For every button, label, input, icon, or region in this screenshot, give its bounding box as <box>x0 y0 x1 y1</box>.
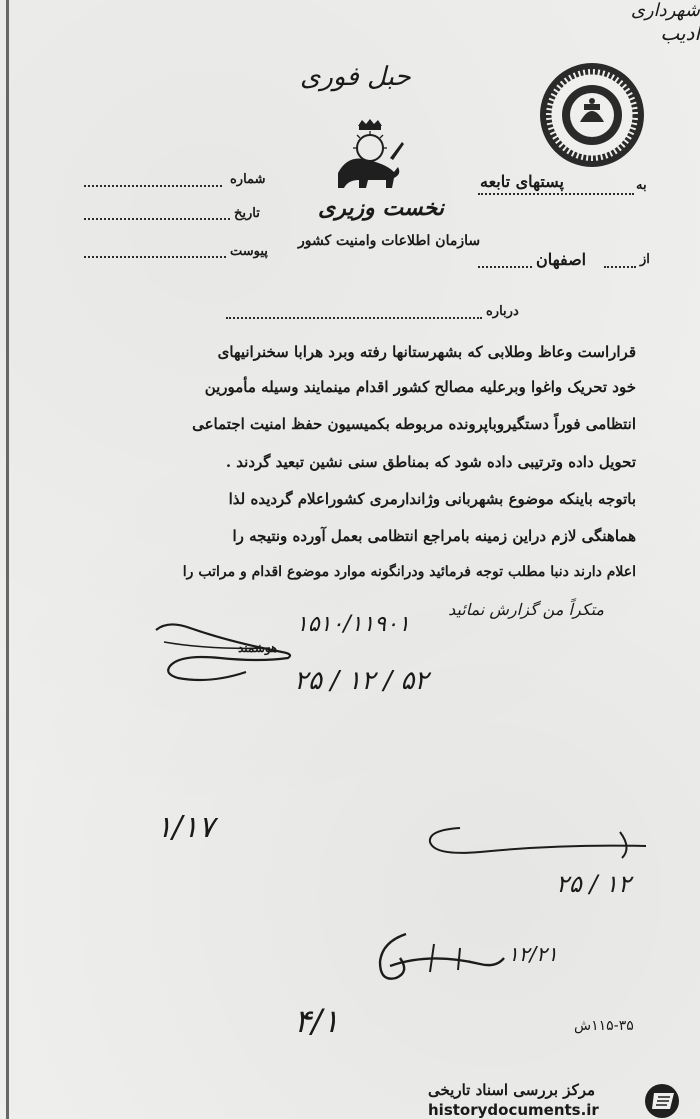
organization-subtitle: سازمان اطلاعات وامنیت کشور <box>298 233 481 249</box>
watermark-url: historydocuments.ir <box>428 1101 599 1119</box>
signer-2-name: ادیب <box>660 21 700 45</box>
fraction-annotation: ۱/۱۷ <box>156 810 215 845</box>
from-label: از <box>640 252 650 267</box>
subject-line <box>226 317 482 319</box>
to-line <box>478 193 634 195</box>
document-code: ۱۱۵-۳۵ش <box>574 1018 634 1034</box>
date-annotation-1: ۲۵ / ۱۲ / ۵۲ <box>294 666 429 696</box>
date-line <box>84 218 230 220</box>
margin-note: شهرداری <box>630 0 700 21</box>
attachment-label: پیوست <box>230 244 268 259</box>
from-line-right <box>604 266 636 268</box>
page-mark: ۴/۱ <box>294 1002 340 1040</box>
number-label: شماره <box>230 172 266 187</box>
signature-3-icon <box>370 922 510 992</box>
body-line-5: باتوجه باینکه موضوع بشهربانی وژاندارمری کشوراعلام گردیده لذا <box>228 490 636 508</box>
date-annotation-3: ۱۲/۲۱ <box>508 942 558 966</box>
body-line-6: هماهنگی لازم دراین زمینه بامراجع انتظامی بعمل آورده ونتیجه را <box>232 527 636 545</box>
from-value: اصفهان <box>536 250 587 269</box>
organization-title: نخست وزیری <box>318 195 444 221</box>
signature-2-icon <box>420 818 650 868</box>
date-annotation-2: ۲۵ / ۱۲ <box>556 870 631 898</box>
scan-edge <box>6 0 9 1119</box>
subject-label: درباره <box>486 304 519 319</box>
lion-and-sun-emblem-icon <box>328 118 408 193</box>
signature-1-icon <box>150 612 300 692</box>
organization-seal-icon <box>537 60 647 170</box>
from-line-left <box>478 266 532 268</box>
reference-number: ۱۵۱۰/۱۱۹۰۱ <box>296 612 410 637</box>
body-line-1: قراراست وعاظ وطلابی که بشهرستانها رفته وبرد هرابا سخنرانیهای <box>217 343 636 361</box>
body-line-3: انتظامی فوراً دستگیروباپرونده مربوطه بکمیسیون حفظ امنیت اجتماعی <box>192 415 636 433</box>
to-label: به <box>636 178 647 193</box>
number-line <box>84 185 222 187</box>
handwritten-continuation: متکراً من گزارش نمائید <box>448 600 604 619</box>
date-label: تاریخ <box>234 206 260 221</box>
watermark-brand: مرکز بررسی اسناد تاریخی <box>428 1081 596 1099</box>
body-line-2: خود تحریک واغوا وبرعلیه مصالح کشور اقدام مینمایند وسیله مأمورین <box>204 378 636 396</box>
signer-name: هوشمند <box>238 641 278 655</box>
handwritten-urgent-note: حبل فوری <box>300 62 411 92</box>
to-value: پستهای تابعه <box>480 172 564 191</box>
body-line-7: اعلام دارند دنبا مطلب توجه فرمائید ودرانگونه موارد موضوع اقدام و مراتب را <box>182 564 636 580</box>
archive-logo-icon <box>640 1081 688 1119</box>
attachment-line <box>84 256 226 258</box>
body-line-4: تحویل داده وترتیبی داده شود که بمناطق سنی نشین تبعید گردند . <box>225 453 636 471</box>
